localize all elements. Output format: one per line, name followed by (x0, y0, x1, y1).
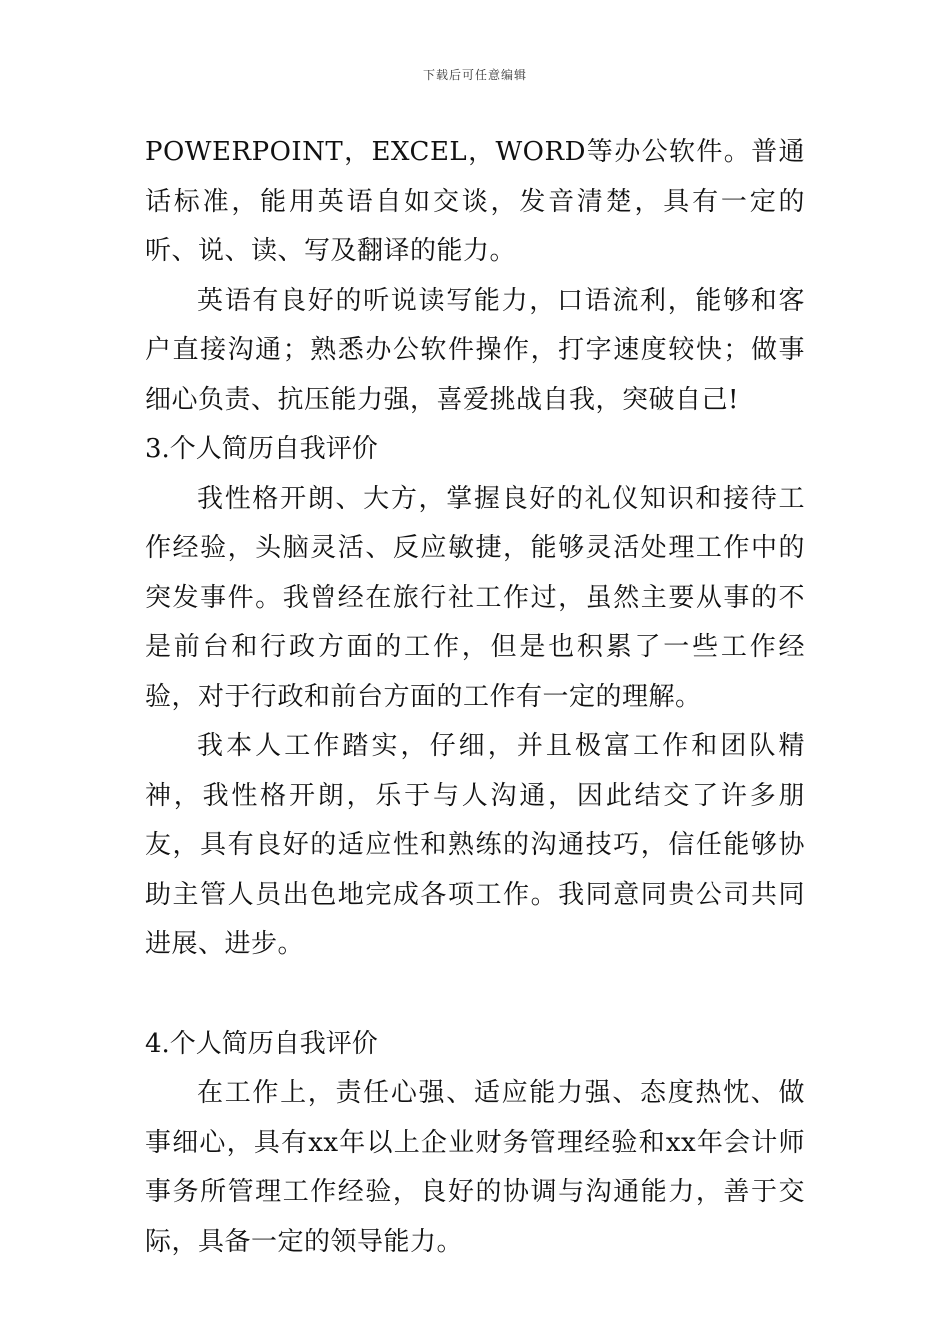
section-4-title: 4.个人简历自我评价 (145, 1028, 378, 1059)
section-4-paragraph-1: 在工作上，责任心强、适应能力强、态度热忱、做事细心，具有xx年以上企业财务管理经验和xx年会计师事务所管理工作经验，良好的协调与沟通能力，善于交际，具备一定的领导能力。 (145, 1078, 805, 1257)
intro-paragraph-2: 英语有良好的听说读写能力，口语流利，能够和客户直接沟通；熟悉办公软件操作，打字速度较快；做事细心负责、抗压能力强，喜爱挑战自我，突破自己! (145, 285, 805, 415)
intro-paragraph-1: POWERPOINT，EXCEL，WORD等办公软件。普通话标准，能用英语自如交谈，发音清楚，具有一定的听、说、读、写及翻译的能力。 (145, 137, 805, 266)
section-spacer (145, 970, 805, 1020)
document-body (145, 128, 805, 1267)
header-note: 下载后可任意编辑 (422, 68, 527, 82)
section-3-title: 3.个人简历自我评价 (145, 434, 378, 464)
section-3-paragraph-1: 我性格开朗、大方，掌握良好的礼仪知识和接待工作经验，头脑灵活、反应敏捷，能够灵活处理工作中的突发事件。我曾经在旅行社工作过，虽然主要从事的不是前台和行政方面的工作，但是也积累了一些工作经验，对于行政和前台方面的工作有一定的理解。 (145, 483, 805, 712)
section-3-paragraph-2: 我本人工作踏实，仔细，并且极富工作和团队精神，我性格开朗，乐于与人沟通，因此结交了许多朋友，具有良好的适应性和熟练的沟通技巧，信任能够协助主管人员出色地完成各项工作。我同意同贵公司共同进展、进步。 (145, 731, 805, 959)
